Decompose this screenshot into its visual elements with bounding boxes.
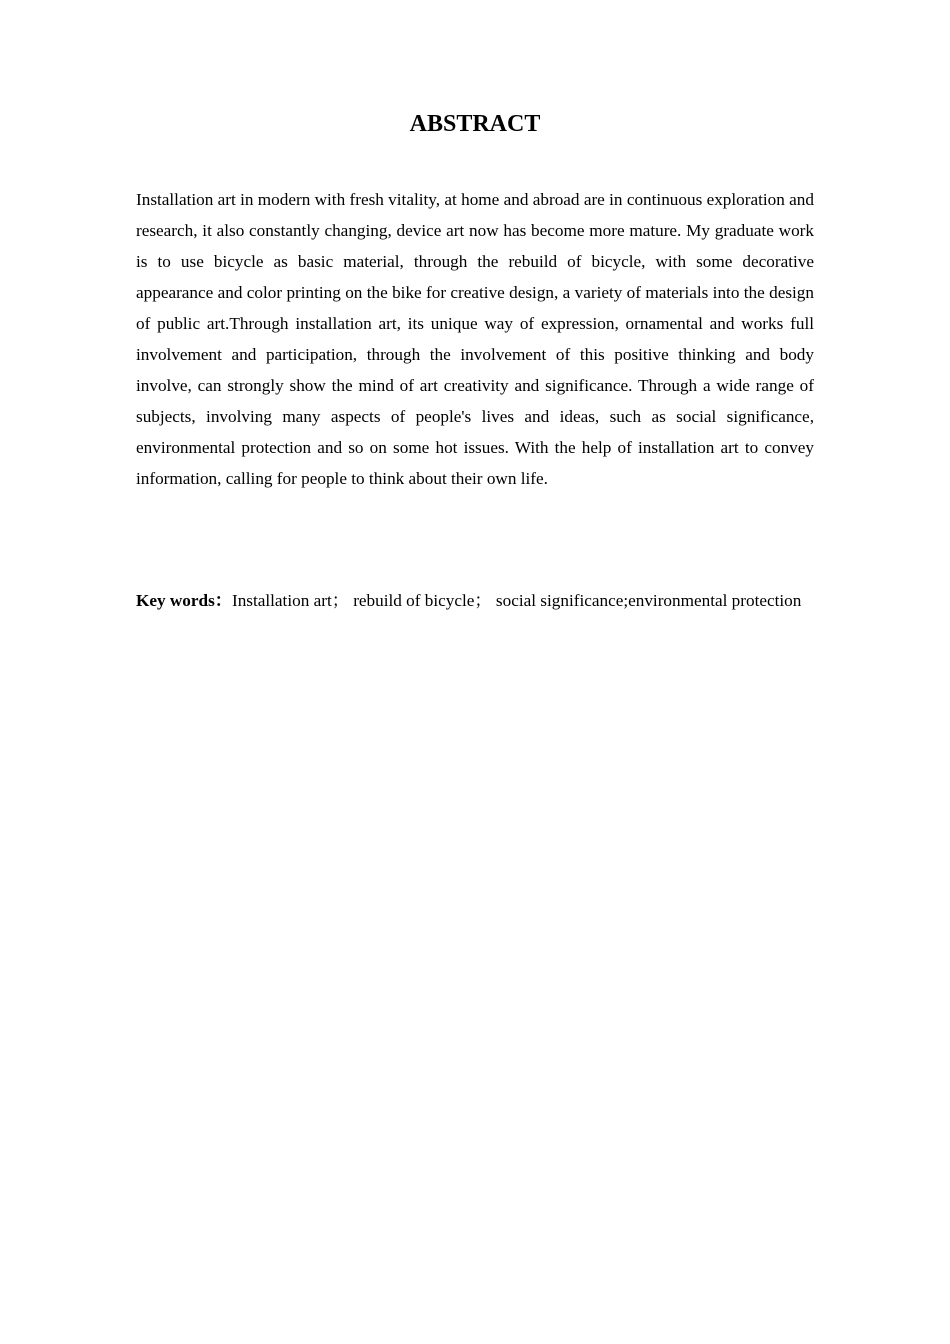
keywords-label: Key words： xyxy=(136,591,232,610)
keywords-text: Installation art； rebuild of bicycle； social significance;environmental protection xyxy=(231,591,802,610)
keywords-line xyxy=(136,585,814,616)
abstract-title: ABSTRACT xyxy=(409,111,541,137)
abstract-body: Installation art in modern with fresh vitality, at home and abroad are in continuous exploration and research, it also constantly changing, device art now has become more mature. My graduate work is to use bicycle as basic material, through the rebuild of bicycle, with some decorative appearance and color printing on the bike for creative design, a variety of materials into the design of public art.Through installation art, its unique way of expression, ornamental and works full involvement and participation, through the involvement of this positive thinking and body involve, can strongly show the mind of art creativity and significance. Through a wide range of subjects, involving many aspects of people's lives and ideas, such as social significance, environmental protection and so on some hot issues. With the help of installation art to convey information, calling for people to think about their own life. xyxy=(136,190,814,488)
